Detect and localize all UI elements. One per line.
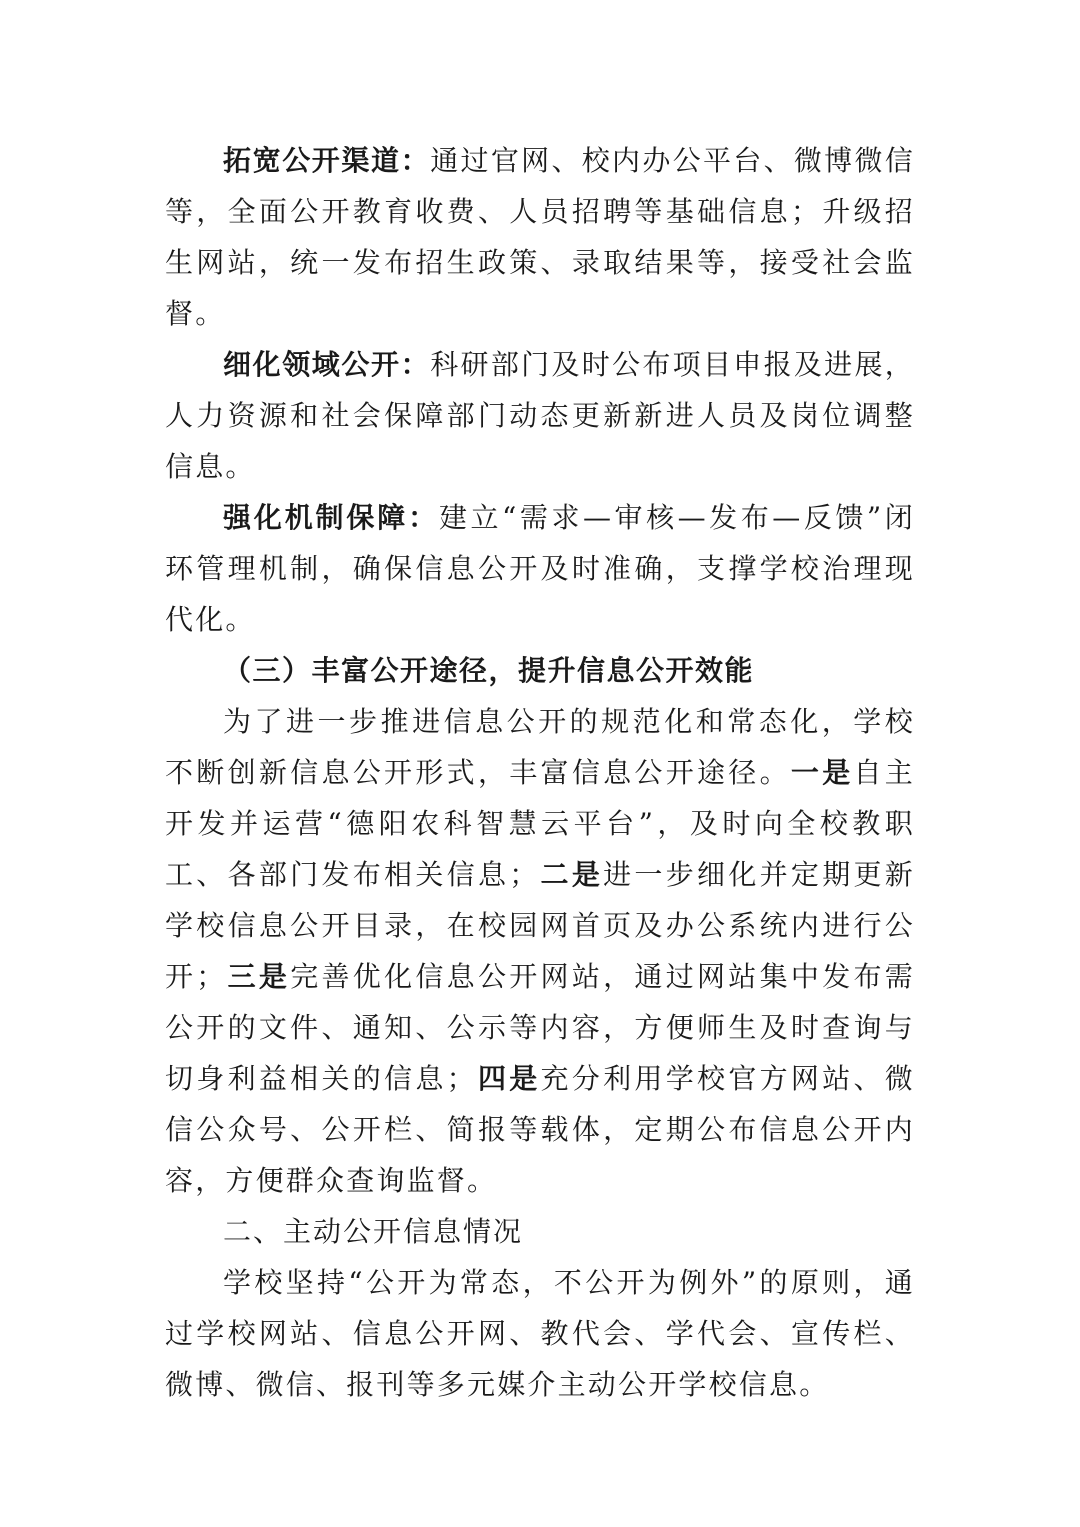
- paragraph-text: 科研部门及时公布项目申报及进展，人力资源和社会保障部门动态更新新进人员及岗位调整信息。: [165, 348, 915, 483]
- paragraph-lead: 强化机制保障：: [223, 501, 439, 534]
- paragraph-lead: 拓宽公开渠道：: [223, 144, 431, 177]
- paragraph-text: 为了进一步推进信息公开的规范化和常态化，学校不断创新信息公开形式，丰富信息公开途径。: [165, 705, 915, 789]
- ordinal-mark: 四是: [476, 1062, 541, 1095]
- paragraph-text: 充分利用学校官方网站、微信公众号、公开栏、简报等载体，定期公布信息公开内容，方便群众查询监督。: [165, 1062, 915, 1197]
- paragraph-mechanism: [165, 492, 915, 645]
- document-body: [165, 135, 915, 1410]
- paragraph-domains: [165, 339, 915, 492]
- ordinal-mark: 一是: [790, 756, 854, 789]
- paragraph-channels: [165, 135, 915, 339]
- paragraph-text: 进一步细化并定期更新学校信息公开目录，在校园网首页及办公系统内进行公开；: [165, 858, 915, 993]
- paragraph-text: 自主开发并运营“德阳农科智慧云平台”，及时向全校教职工、各部门发布相关信息；: [165, 756, 915, 891]
- ordinal-mark: 二是: [539, 858, 604, 891]
- paragraph-text: 建立“需求—审核—发布—反馈”闭环管理机制，确保信息公开及时准确，支撑学校治理现代化。: [165, 501, 915, 636]
- paragraph-approaches: [165, 696, 915, 1206]
- paragraph-proactive: [165, 1257, 915, 1410]
- paragraph-text: 学校坚持“公开为常态，不公开为例外”的原则，通过学校网站、信息公开网、教代会、学代会、宣传栏、微博、微信、报刊等多元媒介主动公开学校信息。: [165, 1266, 915, 1401]
- ordinal-mark: 三是: [226, 960, 291, 993]
- paragraph-text: 通过官网、校内办公平台、微博微信等，全面公开教育收费、人员招聘等基础信息；升级招生网站，统一发布招生政策、录取结果等，接受社会监督。: [165, 144, 915, 330]
- paragraph-lead: 细化领域公开：: [223, 348, 431, 381]
- section-heading: 二、主动公开信息情况: [223, 1215, 524, 1248]
- section-subheading: （三）丰富公开途径，提升信息公开效能: [223, 654, 755, 687]
- paragraph-text: 完善优化信息公开网站，通过网站集中发布需公开的文件、通知、公示等内容，方便师生及时查询与切身利益相关的信息；: [165, 960, 915, 1095]
